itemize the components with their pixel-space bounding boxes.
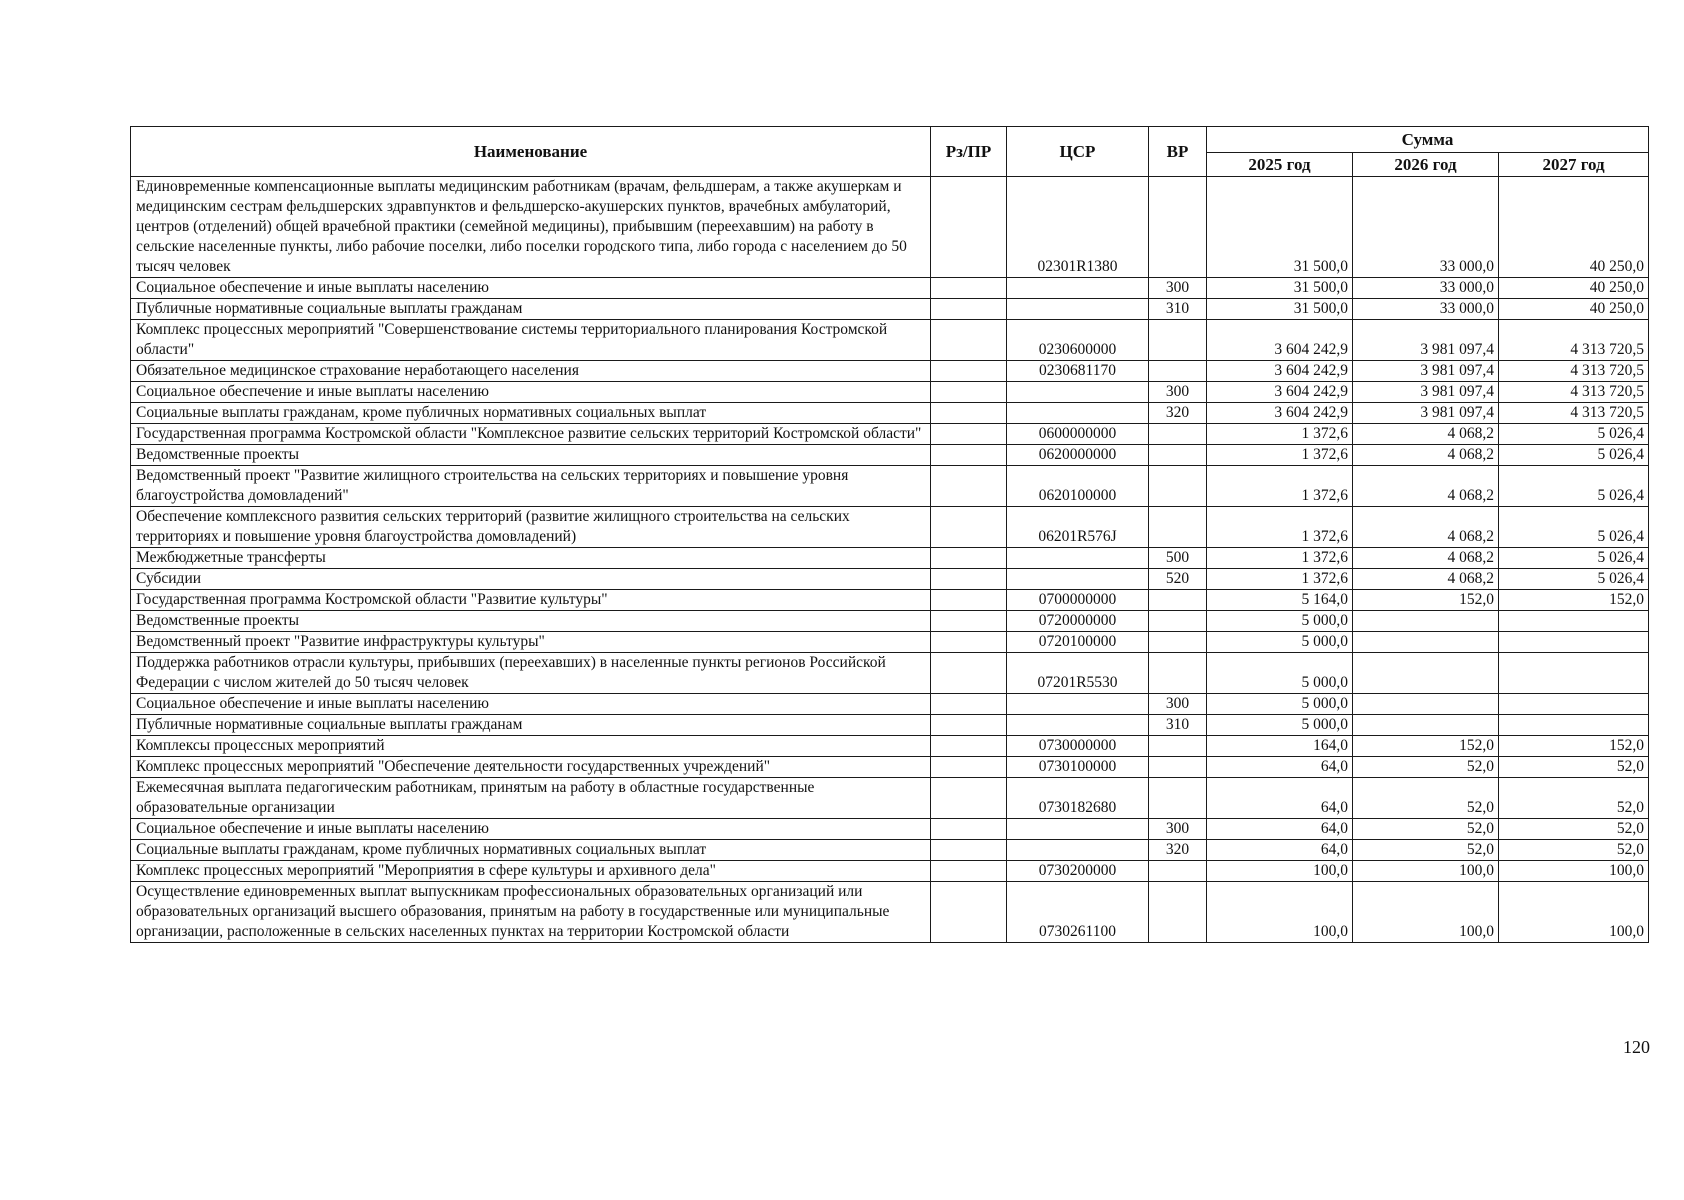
cell-vr: 300: [1149, 278, 1207, 299]
cell-2027: 5 026,4: [1499, 548, 1649, 569]
table-row: [131, 320, 1649, 361]
cell-2025: 31 500,0: [1207, 299, 1353, 320]
cell-csr: [1007, 819, 1149, 840]
cell-2026: 3 981 097,4: [1353, 403, 1499, 424]
cell-2026: 152,0: [1353, 590, 1499, 611]
cell-2026: 4 068,2: [1353, 507, 1499, 548]
cell-rzpr: [931, 569, 1007, 590]
cell-name: Единовременные компенсационные выплаты медицинским работникам (врачам, фельдшерам, а также акушеркам и медицинским сестрам фельдшерских здравпунктов и фельдшерско-акушерских пунктов, врачебных амбулаторий, центров (отделений) общей врачебной практики (семейной медицины), прибывшим (переехавшим) на работу в сельские населенные пункты, либо рабочие поселки, либо поселки городского типа, либо города с населением до 50 тысяч человек: [131, 177, 931, 278]
cell-2025: 64,0: [1207, 757, 1353, 778]
cell-name: Ведомственные проекты: [131, 445, 931, 466]
table-row: [131, 882, 1649, 943]
cell-name: Социальные выплаты гражданам, кроме публичных нормативных социальных выплат: [131, 403, 931, 424]
cell-csr: 02301R1380: [1007, 177, 1149, 278]
cell-name: Поддержка работников отрасли культуры, прибывших (переехавших) в населенные пункты регионов Российской Федерации с числом жителей до 50 тысяч человек: [131, 653, 931, 694]
cell-2025: 1 372,6: [1207, 569, 1353, 590]
cell-name: Комплексы процессных мероприятий: [131, 736, 931, 757]
cell-2026: [1353, 653, 1499, 694]
table-row: [131, 861, 1649, 882]
cell-2025: 3 604 242,9: [1207, 403, 1353, 424]
cell-vr: [1149, 778, 1207, 819]
cell-2025: 5 000,0: [1207, 611, 1353, 632]
cell-csr: 0230600000: [1007, 320, 1149, 361]
cell-2027: [1499, 653, 1649, 694]
table-row: [131, 757, 1649, 778]
cell-vr: [1149, 882, 1207, 943]
cell-vr: [1149, 653, 1207, 694]
cell-2025: 31 500,0: [1207, 177, 1353, 278]
table-row: [131, 653, 1649, 694]
table-row: [131, 736, 1649, 757]
cell-2027: 4 313 720,5: [1499, 361, 1649, 382]
cell-2025: 3 604 242,9: [1207, 320, 1353, 361]
cell-2026: 3 981 097,4: [1353, 320, 1499, 361]
table-row: [131, 403, 1649, 424]
cell-rzpr: [931, 715, 1007, 736]
cell-name: Публичные нормативные социальные выплаты гражданам: [131, 715, 931, 736]
cell-name: Социальное обеспечение и иные выплаты населению: [131, 819, 931, 840]
cell-2025: 1 372,6: [1207, 445, 1353, 466]
header-vr: ВР: [1149, 127, 1207, 177]
cell-2026: 52,0: [1353, 840, 1499, 861]
table-header: [131, 127, 1649, 177]
cell-rzpr: [931, 882, 1007, 943]
cell-rzpr: [931, 736, 1007, 757]
table-row: [131, 299, 1649, 320]
cell-csr: 0730261100: [1007, 882, 1149, 943]
cell-rzpr: [931, 403, 1007, 424]
cell-vr: [1149, 611, 1207, 632]
table-row: [131, 361, 1649, 382]
cell-2025: 1 372,6: [1207, 507, 1353, 548]
table-row: [131, 715, 1649, 736]
cell-2025: 5 164,0: [1207, 590, 1353, 611]
table-row: [131, 548, 1649, 569]
header-year-2027: 2027 год: [1499, 153, 1649, 177]
cell-vr: 310: [1149, 299, 1207, 320]
cell-2027: 100,0: [1499, 882, 1649, 943]
cell-csr: [1007, 548, 1149, 569]
table-row: [131, 590, 1649, 611]
cell-csr: 0730000000: [1007, 736, 1149, 757]
cell-vr: [1149, 320, 1207, 361]
cell-2026: 4 068,2: [1353, 466, 1499, 507]
table-row: [131, 819, 1649, 840]
page-number: 120: [1623, 1037, 1650, 1057]
cell-name: Ведомственные проекты: [131, 611, 931, 632]
table-row: [131, 507, 1649, 548]
cell-vr: [1149, 632, 1207, 653]
cell-2026: 52,0: [1353, 778, 1499, 819]
cell-vr: 300: [1149, 819, 1207, 840]
cell-rzpr: [931, 840, 1007, 861]
cell-2027: [1499, 632, 1649, 653]
cell-csr: 0730100000: [1007, 757, 1149, 778]
cell-2026: [1353, 632, 1499, 653]
cell-vr: [1149, 507, 1207, 548]
cell-rzpr: [931, 177, 1007, 278]
cell-2027: [1499, 694, 1649, 715]
table-row: [131, 382, 1649, 403]
cell-vr: 300: [1149, 382, 1207, 403]
cell-2027: 52,0: [1499, 757, 1649, 778]
cell-2026: 4 068,2: [1353, 445, 1499, 466]
cell-csr: [1007, 569, 1149, 590]
cell-2026: 52,0: [1353, 757, 1499, 778]
cell-rzpr: [931, 632, 1007, 653]
cell-2025: 5 000,0: [1207, 632, 1353, 653]
cell-2026: 33 000,0: [1353, 299, 1499, 320]
cell-2026: 100,0: [1353, 882, 1499, 943]
cell-rzpr: [931, 445, 1007, 466]
cell-2025: 3 604 242,9: [1207, 382, 1353, 403]
table-row: [131, 778, 1649, 819]
cell-2027: 4 313 720,5: [1499, 382, 1649, 403]
cell-vr: [1149, 177, 1207, 278]
cell-2027: [1499, 715, 1649, 736]
cell-2027: 4 313 720,5: [1499, 403, 1649, 424]
cell-vr: [1149, 757, 1207, 778]
cell-csr: 0620100000: [1007, 466, 1149, 507]
header-year-2026: 2026 год: [1353, 153, 1499, 177]
cell-name: Социальное обеспечение и иные выплаты населению: [131, 694, 931, 715]
cell-csr: 0720000000: [1007, 611, 1149, 632]
cell-2026: [1353, 611, 1499, 632]
cell-2027: 5 026,4: [1499, 507, 1649, 548]
table-row: [131, 445, 1649, 466]
cell-name: Комплекс процессных мероприятий "Обеспечение деятельности государственных учреждений": [131, 757, 931, 778]
table-row: [131, 694, 1649, 715]
cell-name: Комплекс процессных мероприятий "Совершенствование системы территориального планирования Костромской области": [131, 320, 931, 361]
cell-2026: 4 068,2: [1353, 569, 1499, 590]
cell-csr: [1007, 403, 1149, 424]
cell-name: Социальное обеспечение и иные выплаты населению: [131, 278, 931, 299]
cell-csr: 0730182680: [1007, 778, 1149, 819]
cell-2025: 64,0: [1207, 819, 1353, 840]
cell-csr: 07201R5530: [1007, 653, 1149, 694]
cell-csr: [1007, 840, 1149, 861]
cell-csr: [1007, 715, 1149, 736]
header-name: Наименование: [131, 127, 931, 177]
cell-2026: 52,0: [1353, 819, 1499, 840]
table-row: [131, 611, 1649, 632]
cell-2025: 100,0: [1207, 882, 1353, 943]
cell-2026: [1353, 694, 1499, 715]
cell-name: Осуществление единовременных выплат выпускникам профессиональных образовательных организаций или образовательных организаций высшего образования, принятым на работу в государственные или муниципальные организации, расположенные в сельских населенных пунктах на территории Костромской области: [131, 882, 931, 943]
cell-vr: 500: [1149, 548, 1207, 569]
cell-vr: [1149, 861, 1207, 882]
table-row: [131, 632, 1649, 653]
cell-rzpr: [931, 778, 1007, 819]
cell-2025: 1 372,6: [1207, 466, 1353, 507]
cell-rzpr: [931, 382, 1007, 403]
cell-vr: 320: [1149, 840, 1207, 861]
cell-csr: 0700000000: [1007, 590, 1149, 611]
cell-rzpr: [931, 507, 1007, 548]
cell-vr: 310: [1149, 715, 1207, 736]
cell-csr: 06201R576J: [1007, 507, 1149, 548]
cell-2026: 4 068,2: [1353, 548, 1499, 569]
cell-2026: 100,0: [1353, 861, 1499, 882]
header-rzpr: Рз/ПР: [931, 127, 1007, 177]
cell-rzpr: [931, 424, 1007, 445]
cell-2027: 40 250,0: [1499, 299, 1649, 320]
cell-name: Государственная программа Костромской области "Развитие культуры": [131, 590, 931, 611]
cell-name: Обеспечение комплексного развития сельских территорий (развитие жилищного строительства на сельских территориях и повышение уровня благоустройства домовладений): [131, 507, 931, 548]
cell-vr: [1149, 361, 1207, 382]
table-row: [131, 278, 1649, 299]
cell-2026: 33 000,0: [1353, 177, 1499, 278]
cell-vr: 300: [1149, 694, 1207, 715]
cell-vr: 520: [1149, 569, 1207, 590]
cell-2025: 5 000,0: [1207, 715, 1353, 736]
cell-2026: 152,0: [1353, 736, 1499, 757]
cell-2025: 164,0: [1207, 736, 1353, 757]
cell-rzpr: [931, 278, 1007, 299]
cell-rzpr: [931, 694, 1007, 715]
cell-2026: 3 981 097,4: [1353, 361, 1499, 382]
cell-vr: [1149, 445, 1207, 466]
cell-2027: 152,0: [1499, 590, 1649, 611]
cell-2025: 3 604 242,9: [1207, 361, 1353, 382]
header-csr: ЦСР: [1007, 127, 1149, 177]
cell-vr: [1149, 736, 1207, 757]
table-row: [131, 840, 1649, 861]
cell-2027: 52,0: [1499, 778, 1649, 819]
cell-csr: 0620000000: [1007, 445, 1149, 466]
cell-rzpr: [931, 861, 1007, 882]
cell-name: Межбюджетные трансферты: [131, 548, 931, 569]
cell-vr: 320: [1149, 403, 1207, 424]
cell-name: Обязательное медицинское страхование неработающего населения: [131, 361, 931, 382]
cell-rzpr: [931, 653, 1007, 694]
cell-2025: 100,0: [1207, 861, 1353, 882]
cell-csr: 0230681170: [1007, 361, 1149, 382]
cell-csr: 0600000000: [1007, 424, 1149, 445]
cell-name: Ведомственный проект "Развитие жилищного строительства на сельских территориях и повышение уровня благоустройства домовладений": [131, 466, 931, 507]
cell-name: Комплекс процессных мероприятий "Мероприятия в сфере культуры и архивного дела": [131, 861, 931, 882]
table-row: [131, 177, 1649, 278]
cell-2027: 40 250,0: [1499, 278, 1649, 299]
cell-2027: 52,0: [1499, 819, 1649, 840]
cell-2026: [1353, 715, 1499, 736]
cell-rzpr: [931, 320, 1007, 361]
cell-2027: 40 250,0: [1499, 177, 1649, 278]
header-sum: Сумма: [1207, 127, 1649, 153]
cell-csr: 0720100000: [1007, 632, 1149, 653]
cell-2026: 3 981 097,4: [1353, 382, 1499, 403]
cell-2027: 52,0: [1499, 840, 1649, 861]
cell-name: Государственная программа Костромской области "Комплексное развитие сельских территорий Костромской области": [131, 424, 931, 445]
cell-2026: 33 000,0: [1353, 278, 1499, 299]
cell-name: Социальные выплаты гражданам, кроме публичных нормативных социальных выплат: [131, 840, 931, 861]
cell-rzpr: [931, 590, 1007, 611]
cell-name: Ежемесячная выплата педагогическим работникам, принятым на работу в областные государственные образовательные организации: [131, 778, 931, 819]
cell-2027: [1499, 611, 1649, 632]
cell-rzpr: [931, 548, 1007, 569]
cell-vr: [1149, 466, 1207, 507]
cell-2027: 5 026,4: [1499, 424, 1649, 445]
header-year-2025: 2025 год: [1207, 153, 1353, 177]
table-body: [131, 177, 1649, 943]
cell-rzpr: [931, 466, 1007, 507]
cell-name: Публичные нормативные социальные выплаты гражданам: [131, 299, 931, 320]
table-row: [131, 466, 1649, 507]
cell-csr: [1007, 278, 1149, 299]
cell-name: Социальное обеспечение и иные выплаты населению: [131, 382, 931, 403]
cell-csr: 0730200000: [1007, 861, 1149, 882]
cell-vr: [1149, 590, 1207, 611]
cell-2027: 152,0: [1499, 736, 1649, 757]
cell-rzpr: [931, 611, 1007, 632]
cell-2025: 31 500,0: [1207, 278, 1353, 299]
cell-vr: [1149, 424, 1207, 445]
cell-2025: 5 000,0: [1207, 653, 1353, 694]
cell-2027: 5 026,4: [1499, 466, 1649, 507]
cell-2027: 4 313 720,5: [1499, 320, 1649, 361]
cell-csr: [1007, 299, 1149, 320]
cell-name: Субсидии: [131, 569, 931, 590]
cell-name: Ведомственный проект "Развитие инфраструктуры культуры": [131, 632, 931, 653]
table-row: [131, 569, 1649, 590]
cell-2025: 1 372,6: [1207, 548, 1353, 569]
cell-csr: [1007, 694, 1149, 715]
table-row: [131, 424, 1649, 445]
cell-2027: 100,0: [1499, 861, 1649, 882]
cell-2027: 5 026,4: [1499, 569, 1649, 590]
cell-2025: 1 372,6: [1207, 424, 1353, 445]
cell-2027: 5 026,4: [1499, 445, 1649, 466]
cell-rzpr: [931, 299, 1007, 320]
cell-rzpr: [931, 361, 1007, 382]
cell-2025: 64,0: [1207, 778, 1353, 819]
cell-rzpr: [931, 757, 1007, 778]
cell-2026: 4 068,2: [1353, 424, 1499, 445]
cell-2025: 5 000,0: [1207, 694, 1353, 715]
cell-2025: 64,0: [1207, 840, 1353, 861]
cell-csr: [1007, 382, 1149, 403]
cell-rzpr: [931, 819, 1007, 840]
budget-table: [130, 126, 1649, 943]
